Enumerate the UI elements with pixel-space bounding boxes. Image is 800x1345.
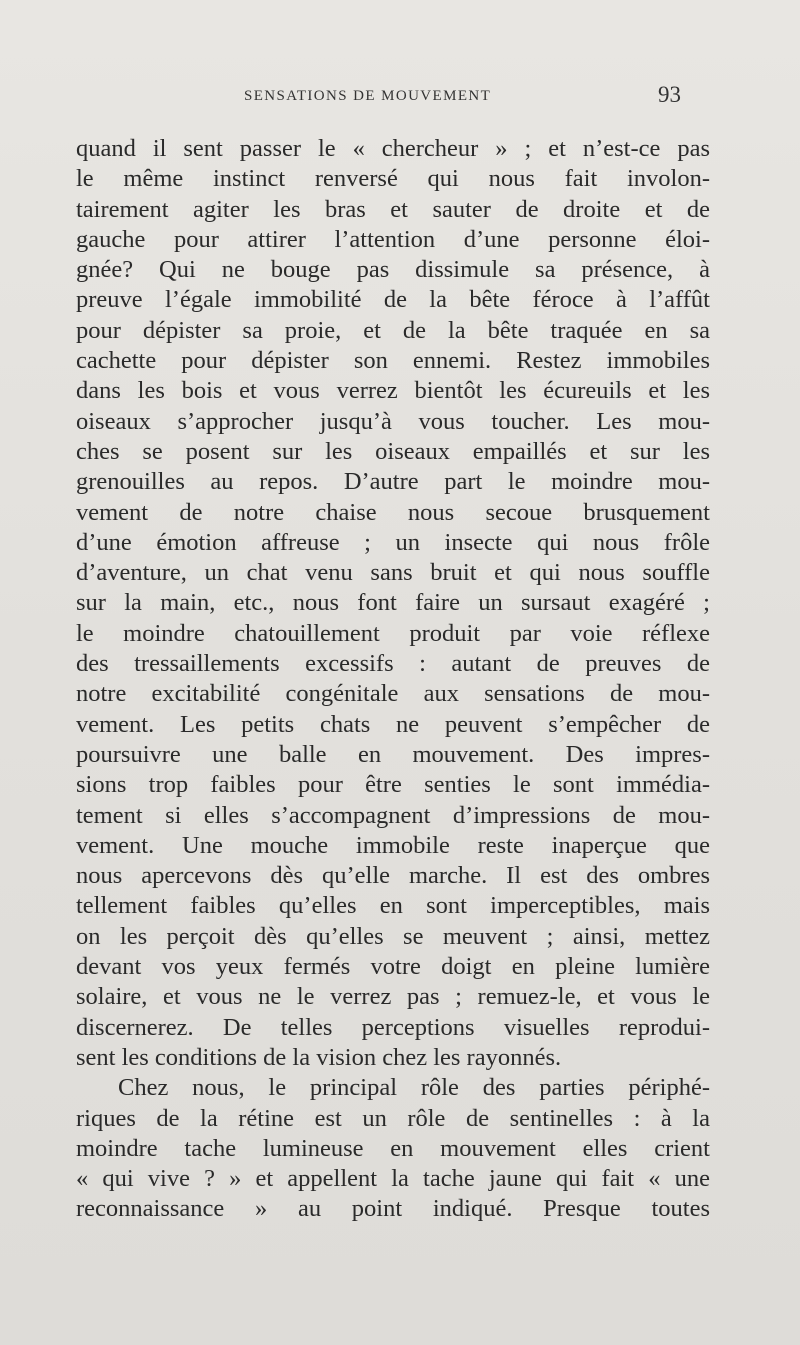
text-line: d’une émotion affreuse ; un insecte qui nous frôle [76, 528, 710, 556]
text-line: sions trop faibles pour être senties le sont immédia- [76, 771, 710, 799]
text-line: gnée? Qui ne bouge pas dissimule sa présence, à [76, 256, 710, 284]
text-line: preuve l’égale immobilité de la bête féroce à l’affût [76, 286, 710, 314]
text-line: on les perçoit dès qu’elles se meuvent ; ainsi, mettez [76, 922, 710, 950]
paragraph-first-line: Chez nous, le principal rôle des parties périphé- [118, 1074, 710, 1102]
text-line: riques de la rétine est un rôle de sentinelles : à la [76, 1104, 710, 1132]
text-line: pour dépister sa proie, et de la bête traquée en sa [76, 316, 710, 344]
text-line: tement si elles s’accompagnent d’impressions de mou- [76, 801, 710, 829]
text-line: solaire, et vous ne le verrez pas ; remuez-le, et vous le [76, 983, 710, 1011]
body-text [76, 134, 710, 1225]
text-line: gauche pour attirer l’attention d’une personne éloi- [76, 225, 710, 253]
text-line: tairement agiter les bras et sauter de droite et de [76, 195, 710, 223]
text-line: nous apercevons dès qu’elle marche. Il est des ombres [76, 862, 710, 890]
text-line: vement. Une mouche immobile reste inaperçue que [76, 831, 710, 859]
text-line: notre excitabilité congénitale aux sensations de mou- [76, 680, 710, 708]
text-line: des tressaillements excessifs : autant de preuves de [76, 650, 710, 678]
text-line: discernerez. De telles perceptions visuelles reprodui- [76, 1013, 710, 1041]
text-line: quand il sent passer le « chercheur » ; et n’est-ce pas [76, 135, 710, 162]
text-line: tellement faibles qu’elles en sont imperceptibles, mais [76, 892, 710, 920]
text-line: cachette pour dépister son ennemi. Restez immobiles [76, 347, 710, 375]
text-line: ches se posent sur les oiseaux empaillés et sur les [76, 437, 710, 465]
text-line: oiseaux s’approcher jusqu’à vous toucher. Les mou- [76, 407, 710, 435]
text-line: le même instinct renversé qui nous fait involon- [76, 165, 710, 193]
text-line: sur la main, etc., nous font faire un sursaut exagéré ; [76, 589, 710, 617]
text-line: grenouilles au repos. D’autre part le moindre mou- [76, 468, 710, 496]
text-line: d’aventure, un chat venu sans bruit et qui nous souffle [76, 559, 710, 587]
running-head: SENSATIONS DE MOUVEMENT [244, 88, 492, 104]
text-line: le moindre chatouillement produit par voie réflexe [76, 619, 710, 647]
page-number: 93 [658, 82, 681, 107]
paragraph-end-line: sent les conditions de la vision chez les rayonnés. [76, 1043, 562, 1071]
text-line: reconnaissance » au point indiqué. Presque toutes [76, 1195, 710, 1223]
text-line: devant vos yeux fermés votre doigt en pleine lumière [76, 953, 710, 981]
text-line: vement de notre chaise nous secoue brusquement [76, 498, 710, 526]
text-line: vement. Les petits chats ne peuvent s’empêcher de [76, 710, 710, 738]
text-line: « qui vive ? » et appellent la tache jaune qui fait « une [76, 1165, 710, 1193]
text-line: moindre tache lumineuse en mouvement elles crient [76, 1134, 710, 1162]
text-line: dans les bois et vous verrez bientôt les écureuils et les [76, 377, 710, 405]
text-line: poursuivre une balle en mouvement. Des impres- [76, 740, 710, 768]
